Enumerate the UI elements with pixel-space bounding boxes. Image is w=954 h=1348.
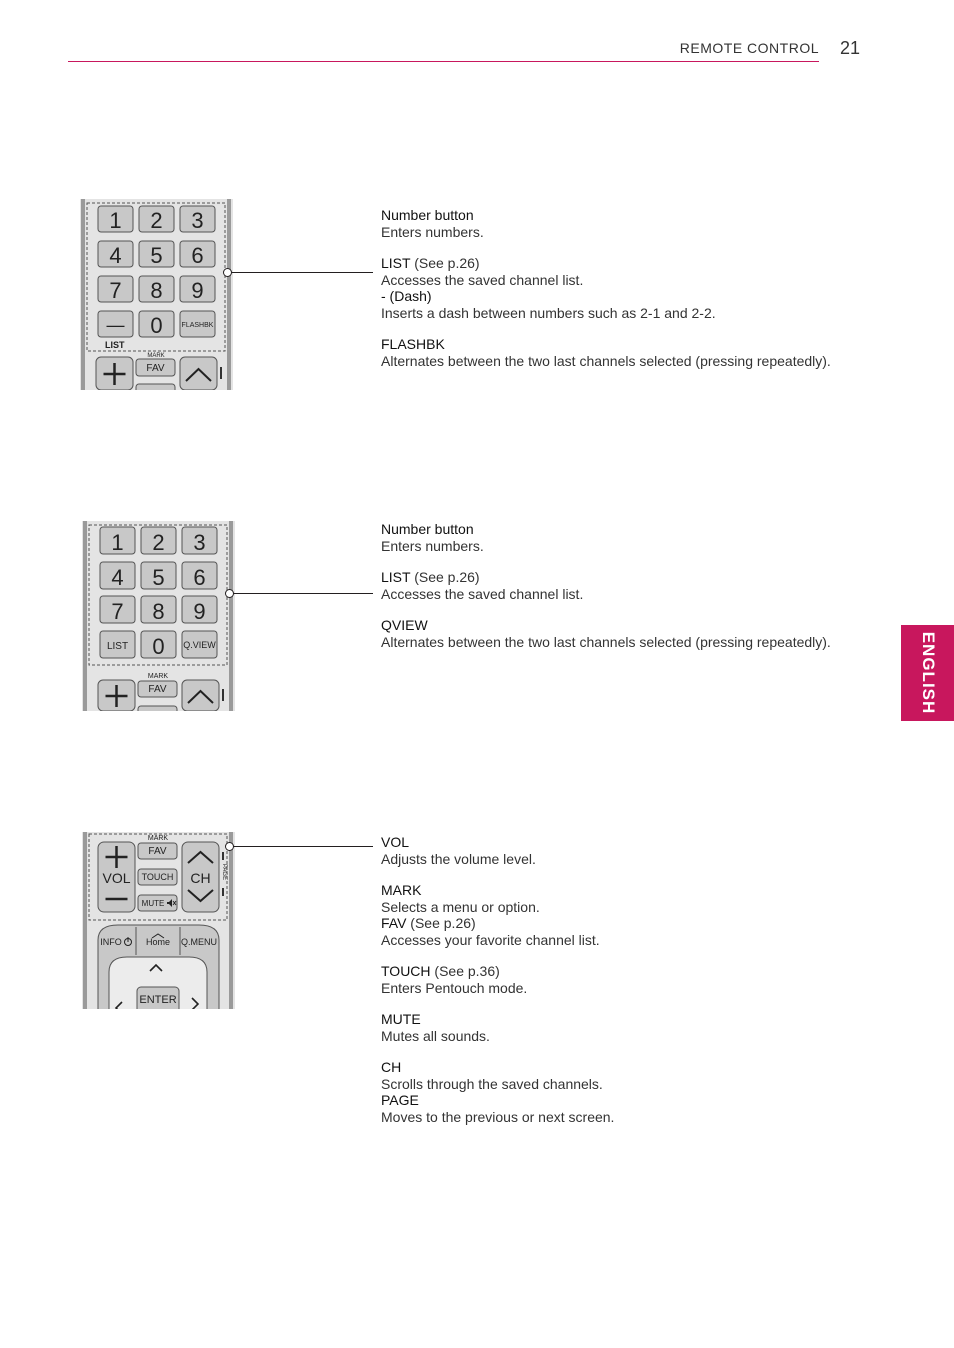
key-8 — [141, 596, 176, 624]
desc-title: PAGE — [381, 1092, 419, 1108]
key-3 — [180, 206, 215, 233]
callout-line-1 — [228, 272, 373, 273]
desc-title: CH — [381, 1059, 402, 1075]
info-label: INFO — [100, 937, 122, 947]
key-label-dash: — — [106, 315, 125, 335]
key-6 — [180, 241, 215, 268]
desc-title: - (Dash) — [381, 288, 432, 304]
callout-line-2 — [230, 593, 373, 594]
desc-text: Inserts a dash between numbers such as 2-1 and 2-2. — [381, 304, 716, 321]
key-label-6: 6 — [191, 243, 204, 268]
header-rule — [68, 61, 819, 62]
key-9 — [182, 596, 217, 624]
key-label-3: 3 — [193, 530, 206, 555]
mark-label: MARK — [147, 673, 169, 680]
desc-title: LIST (See p.26) — [381, 569, 480, 585]
key-5 — [141, 562, 176, 590]
key-7 — [98, 276, 133, 303]
key-2 — [139, 206, 174, 233]
key-label-9: 9 — [193, 599, 206, 624]
desc-title: Number button — [381, 207, 474, 223]
desc-text: Accesses the saved channel list. — [381, 585, 584, 602]
desc-title: FAV (See p.26) — [381, 915, 476, 931]
desc-text: Scrolls through the saved channels. — [381, 1075, 603, 1092]
mute-label: MUTE — [141, 899, 165, 908]
section-header: REMOTE CONTROL — [679, 40, 819, 56]
list-label: LIST — [105, 340, 125, 350]
key-label-flashbk: FLASHBK — [181, 322, 214, 329]
fav-label: FAV — [146, 363, 165, 374]
remote-illustration-1 — [80, 199, 233, 395]
key-label-3: 3 — [191, 208, 204, 233]
key-list — [100, 631, 135, 658]
touch-label: TOUCH — [141, 872, 174, 882]
desc-text: Selects a menu or option. — [381, 898, 540, 915]
section3-descriptions — [381, 834, 614, 1125]
desc-text: Enters numbers. — [381, 537, 484, 554]
home-label: Home — [145, 937, 171, 947]
key-label-7: 7 — [111, 599, 124, 624]
key-2 — [141, 527, 176, 555]
callout-dot-icon — [223, 268, 232, 277]
callout-dot-icon — [225, 842, 234, 851]
desc-text: Alternates between the two last channels selected (pressing repeatedly). — [381, 352, 831, 369]
key-6 — [182, 562, 217, 590]
vol-label: VOL — [102, 870, 131, 886]
key-1 — [100, 527, 135, 555]
ch-label: CH — [190, 870, 211, 886]
key-label-7: 7 — [109, 278, 122, 303]
desc-text: Mutes all sounds. — [381, 1027, 490, 1044]
key-4 — [98, 241, 133, 268]
desc-text: Accesses the saved channel list. — [381, 271, 584, 288]
key-9 — [180, 276, 215, 303]
remote-illustration-3 — [82, 832, 235, 1014]
desc-title: FLASHBK — [381, 336, 445, 352]
key-0 — [139, 311, 174, 338]
fav-label: FAV — [148, 684, 167, 695]
page-label: PAGE — [221, 863, 227, 881]
key-flashbk — [180, 311, 215, 337]
desc-text: Accesses your favorite channel list. — [381, 931, 600, 948]
key-3 — [182, 527, 217, 555]
callout-dot-icon — [225, 589, 234, 598]
key-label-4: 4 — [109, 243, 122, 268]
key-label-2: 2 — [150, 208, 163, 233]
key-label-5: 5 — [150, 243, 163, 268]
desc-title: LIST (See p.26) — [381, 255, 480, 271]
key-5 — [139, 241, 174, 268]
key-label-6: 6 — [193, 565, 206, 590]
desc-title: MARK — [381, 882, 422, 898]
mark-label: MARK — [147, 835, 169, 842]
remote-illustration-2 — [82, 521, 235, 716]
key-label-9: 9 — [191, 278, 204, 303]
key-7 — [100, 596, 135, 624]
desc-title: Number button — [381, 521, 474, 537]
section2-descriptions — [381, 521, 831, 650]
desc-title: MUTE — [381, 1011, 421, 1027]
key-0 — [141, 631, 176, 659]
key-label-1: 1 — [111, 530, 124, 555]
key-label-4: 4 — [111, 565, 124, 590]
key-label-8: 8 — [152, 599, 165, 624]
desc-title: QVIEW — [381, 617, 428, 633]
language-tab-label: ENGLISH — [918, 631, 938, 715]
desc-title: TOUCH (See p.36) — [381, 963, 500, 979]
key-label-qview: Q.VIEW — [183, 640, 216, 650]
key-dash — [98, 311, 133, 337]
desc-text: Enters Pentouch mode. — [381, 979, 528, 996]
key-label-8: 8 — [150, 278, 163, 303]
desc-text: Alternates between the two last channels selected (pressing repeatedly). — [381, 633, 831, 650]
page-number: 21 — [840, 38, 861, 58]
language-tab — [901, 625, 954, 721]
key-label-list: LIST — [106, 641, 129, 652]
fav-label: FAV — [148, 846, 167, 857]
key-label-1: 1 — [109, 208, 122, 233]
callout-line-3 — [230, 846, 373, 847]
qmenu-label: Q.MENU — [181, 937, 217, 947]
desc-text: Moves to the previous or next screen. — [381, 1108, 615, 1125]
desc-text: Enters numbers. — [381, 223, 484, 240]
key-label-2: 2 — [152, 530, 165, 555]
desc-title: VOL — [381, 834, 410, 850]
key-qview — [182, 631, 217, 658]
key-label-0: 0 — [152, 634, 165, 659]
mark-label: MARK — [147, 353, 165, 359]
key-label-0: 0 — [150, 313, 163, 338]
enter-label: ENTER — [139, 994, 177, 1006]
key-label-5: 5 — [152, 565, 165, 590]
key-4 — [100, 562, 135, 590]
section1-descriptions — [381, 207, 831, 369]
key-1 — [98, 206, 133, 233]
desc-text: Adjusts the volume level. — [381, 850, 536, 867]
key-8 — [139, 276, 174, 303]
